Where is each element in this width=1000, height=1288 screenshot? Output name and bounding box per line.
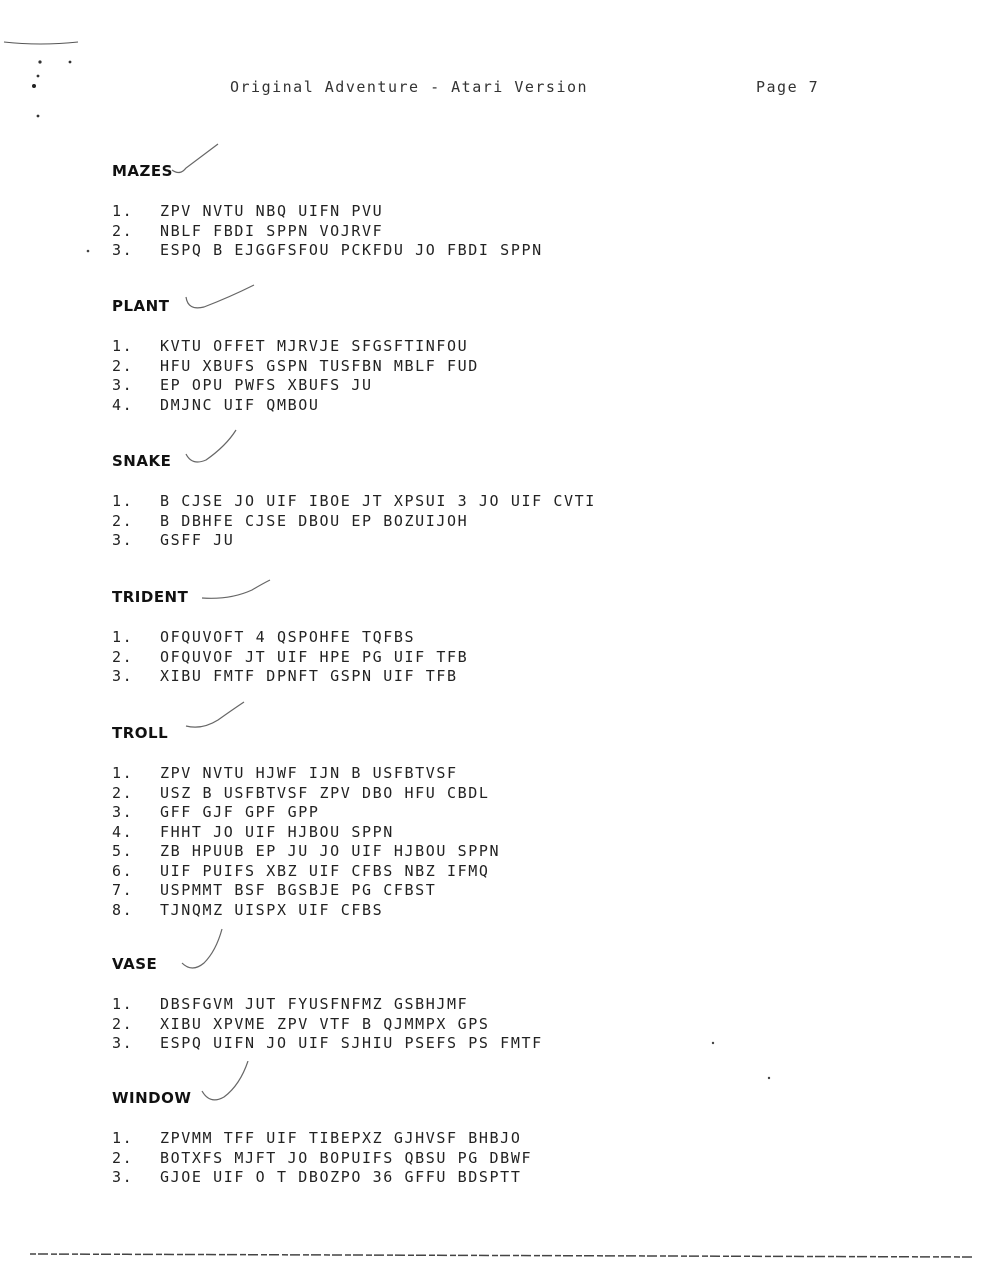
list-item: [112, 803, 752, 823]
item-number: 1.: [112, 995, 134, 1013]
item-text: USPMMT BSF BGSBJE PG CFBST: [160, 881, 437, 899]
item-text: ZPV NVTU NBQ UIFN PVU: [160, 202, 384, 220]
item-number: 3.: [112, 241, 134, 259]
list-item: [112, 376, 752, 396]
item-text: ESPQ UIFN JO UIF SJHIU PSEFS PS FMTF: [160, 1034, 543, 1052]
item-number: 6.: [112, 861, 134, 880]
section-heading-label: SNAKE: [112, 452, 172, 470]
section-snake: [112, 450, 752, 551]
item-text: EP OPU PWFS XBUFS JU: [160, 376, 373, 394]
item-number: 2.: [112, 221, 134, 240]
section-heading-label: TRIDENT: [112, 588, 189, 606]
item-number: 2.: [112, 1014, 134, 1033]
list-item: [112, 222, 752, 242]
section-heading-label: WINDOW: [112, 1089, 192, 1107]
list-item: [112, 1129, 752, 1149]
section-troll: [112, 722, 752, 920]
hint-list: [112, 995, 752, 1054]
item-text: KVTU OFFET MJRVJE SFGSFTINFOU: [160, 337, 469, 355]
page-number: Page 7: [756, 78, 820, 96]
list-item: [112, 241, 752, 261]
checkmark-icon: [182, 424, 262, 474]
item-text: ZPV NVTU HJWF IJN B USFBTVSF: [160, 764, 458, 782]
item-number: 4.: [112, 395, 134, 414]
item-text: GSFF JU: [160, 531, 235, 549]
item-text: XIBU FMTF DPNFT GSPN UIF TFB: [160, 667, 458, 685]
item-text: OFQUVOFT 4 QSPOHFE TQFBS: [160, 628, 416, 646]
item-text: DBSFGVM JUT FYUSFNFMZ GSBHJMF: [160, 995, 469, 1013]
section-heading: [112, 1087, 752, 1109]
section-plant: [112, 295, 752, 415]
checkmark-icon: [170, 134, 250, 184]
item-number: 1.: [112, 1129, 134, 1147]
list-item: [112, 531, 752, 551]
section-heading-label: TROLL: [112, 724, 169, 742]
item-number: 1.: [112, 337, 134, 355]
list-item: [112, 764, 752, 784]
item-number: 7.: [112, 881, 134, 899]
item-text: USZ B USFBTVSF ZPV DBO HFU CBDL: [160, 783, 490, 802]
checkmark-icon: [182, 696, 262, 746]
item-text: HFU XBUFS GSPN TUSFBN MBLF FUD: [160, 356, 479, 375]
section-window: [112, 1087, 752, 1188]
item-text: XIBU XPVME ZPV VTF B QJMMPX GPS: [160, 1014, 490, 1033]
item-number: 1.: [112, 202, 134, 220]
item-number: 3.: [112, 1034, 134, 1052]
section-vase: [112, 953, 752, 1054]
checkmark-icon: [176, 927, 256, 977]
item-number: 5.: [112, 842, 134, 860]
list-item: [112, 202, 752, 222]
item-text: ZPVMM TFF UIF TIBEPXZ GJHVSF BHBJO: [160, 1129, 522, 1147]
item-text: B DBHFE CJSE DBOU EP BOZUIJOH: [160, 511, 469, 530]
list-item: [112, 862, 752, 882]
item-text: OFQUVOF JT UIF HPE PG UIF TFB: [160, 647, 469, 666]
list-item: [112, 823, 752, 843]
section-heading-label: PLANT: [112, 297, 170, 315]
section-mazes: [112, 160, 752, 261]
item-number: 3.: [112, 667, 134, 685]
hint-list: [112, 492, 752, 551]
section-heading: [112, 450, 752, 472]
list-item: [112, 628, 752, 648]
item-text: ZB HPUUB EP JU JO UIF HJBOU SPPN: [160, 842, 501, 860]
item-text: B CJSE JO UIF IBOE JT XPSUI 3 JO UIF CVTI: [160, 492, 596, 510]
list-item: [112, 1149, 752, 1169]
section-trident: [112, 586, 752, 687]
list-item: [112, 1168, 752, 1188]
checkmark-icon: [200, 560, 280, 610]
item-number: 1.: [112, 492, 134, 510]
list-item: [112, 842, 752, 862]
checkmark-icon: [182, 269, 262, 319]
item-text: GFF GJF GPF GPP: [160, 803, 320, 821]
list-item: [112, 648, 752, 668]
document-header-title: Original Adventure - Atari Version: [230, 78, 589, 96]
item-text: TJNQMZ UISPX UIF CFBS: [160, 900, 384, 919]
hint-list: [112, 202, 752, 261]
item-text: NBLF FBDI SPPN VOJRVF: [160, 221, 384, 240]
checkmark-icon: [196, 1061, 276, 1111]
item-text: FHHT JO UIF HJBOU SPPN: [160, 822, 394, 841]
section-heading: [112, 295, 752, 317]
hint-list: [112, 764, 752, 920]
item-number: 2.: [112, 356, 134, 375]
item-number: 1.: [112, 764, 134, 782]
list-item: [112, 337, 752, 357]
list-item: [112, 492, 752, 512]
item-number: 1.: [112, 628, 134, 646]
item-number: 3.: [112, 1168, 134, 1186]
list-item: [112, 901, 752, 921]
list-item: [112, 396, 752, 416]
list-item: [112, 1034, 752, 1054]
item-text: ESPQ B EJGGFSFOU PCKFDU JO FBDI SPPN: [160, 241, 543, 259]
item-number: 2.: [112, 511, 134, 530]
item-text: BOTXFS MJFT JO BOPUIFS QBSU PG DBWF: [160, 1148, 533, 1167]
hint-list: [112, 337, 752, 415]
section-heading: [112, 160, 752, 182]
item-number: 2.: [112, 1148, 134, 1167]
item-number: 4.: [112, 822, 134, 841]
item-number: 3.: [112, 531, 134, 549]
list-item: [112, 784, 752, 804]
list-item: [112, 357, 752, 377]
item-number: 2.: [112, 783, 134, 802]
item-text: UIF PUIFS XBZ UIF CFBS NBZ IFMQ: [160, 861, 490, 880]
item-text: DMJNC UIF QMBOU: [160, 395, 320, 414]
item-number: 3.: [112, 376, 134, 394]
item-number: 8.: [112, 900, 134, 919]
list-item: [112, 995, 752, 1015]
list-item: [112, 667, 752, 687]
section-heading-label: MAZES: [112, 162, 173, 180]
item-number: 2.: [112, 647, 134, 666]
section-heading: [112, 722, 752, 744]
item-text: GJOE UIF O T DBOZPO 36 GFFU BDSPTT: [160, 1168, 522, 1186]
list-item: [112, 512, 752, 532]
hint-list: [112, 628, 752, 687]
hint-list: [112, 1129, 752, 1188]
section-heading: [112, 586, 752, 608]
item-number: 3.: [112, 803, 134, 821]
list-item: [112, 1015, 752, 1035]
section-heading-label: VASE: [112, 955, 158, 973]
section-heading: [112, 953, 752, 975]
list-item: [112, 881, 752, 901]
